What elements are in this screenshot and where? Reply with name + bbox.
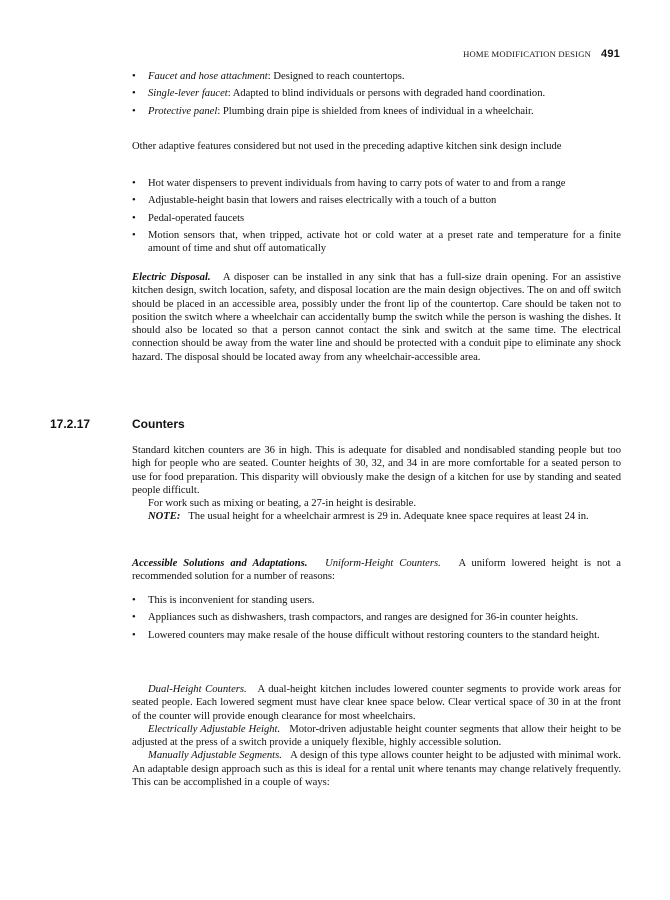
accessible-solutions-heading: Accessible Solutions and Adaptations. <box>132 558 308 569</box>
accessible-solutions-paragraph: Accessible Solutions and Adaptations. Uniform-Height Counters. A uniform lowered height is not a recommended solution for a number of reasons: <box>132 558 621 583</box>
section-title: Counters <box>132 417 185 431</box>
list-item: • Hot water dispensers to prevent individuals from having to carry pots of water to and from a range <box>132 178 566 189</box>
electric-adjustable-heading: Electrically Adjustable Height. <box>148 723 281 735</box>
dual-height-heading: Dual-Height Counters. <box>148 684 247 695</box>
section-heading <box>50 418 185 431</box>
counter-types-paragraphs: Dual-Height Counters. A dual-height kitchen includes lowered counter segments to provide work areas for seated people. Each lowered segment must have clear knee space below. Clear vertical space of 30 in at the front of the counter will provide enough clearance for most wheelchairs. Electrically Adjustable Height. Motor-driven adjustable height counter segments that allow their height to be adjusted at the press of a switch provide a uniquely flexible, highly accessible solution. Manually Adjustable Segments. A design of this type allows counter height to be adjusted with minimal work. An adaptable design approach such as this is ideal for a rental unit where tenants may change relatively frequently. This can be accomplished in a couple of ways: <box>132 684 621 789</box>
electric-disposal-heading: Electric Disposal. <box>132 272 211 283</box>
electric-disposal-paragraph: Electric Disposal. A disposer can be installed in any sink that has a full-size drain opening. For an assistive kitchen design, switch location, safety, and disposal location are the main design objectives. The on and off switch should be placed in an accessible area, possibly under the front lip of the countertop. Care should be taken not to position the switch where a wheelchair can accidentally bump the switch while the person is washing the dishes. It should also be located so that a person cannot contact the sink and switch at the same time. The electrical connection should be away from the water line and should be protected with a conduit pipe to eliminate any shock hazard. The disposal should be located away from any wheelchair-accessible area. <box>132 272 621 363</box>
counters-intro: Standard kitchen counters are 36 in high. This is adequate for disabled and nondisabled standing people but too high for people who are seated. Counter heights of 30, 32, and 34 in are more comfortable for a seated person to use for food preparation. This disparity will obviously make the design of a kitchen for use by standing and seated people difficult. For work such as mixing or beating, a 27-in height is desirable. NOTE: The usual height for a wheelchair armrest is 29 in. Adequate knee space requires at least 24 in. <box>132 445 621 523</box>
list-item: • Faucet and hose attachment: Designed to reach countertops. <box>132 71 405 82</box>
section-number: 17.2.17 <box>50 417 91 431</box>
running-title: HOME MODIFICATION DESIGN <box>463 49 592 59</box>
list-item: • Protective panel: Plumbing drain pipe is shielded from knees of individual in a wheelchair. <box>132 105 534 117</box>
list-item: • Lowered counters may make resale of the house difficult without restoring counters to the standard height. <box>132 629 600 641</box>
note-label: NOTE: <box>148 511 181 523</box>
list-item: • Appliances such as dishwashers, trash compactors, and ranges are designed for 36-in counter heights. <box>132 612 579 624</box>
other-features-intro: Other adaptive features considered but not used in the preceding adaptive kitchen sink design include <box>132 141 562 152</box>
other-features-list <box>132 177 621 259</box>
manual-adjustable-heading: Manually Adjustable Segments. <box>148 750 282 762</box>
list-item: • Motion sensors that, when tripped, activate hot or cold water at a preset rate and temperature for a finite amount of time and shut off automatically <box>132 229 621 255</box>
list-item: • Single-lever faucet: Adapted to blind individuals or persons with degraded hand coordination. <box>132 88 546 100</box>
running-header <box>463 48 620 61</box>
uniform-height-reasons <box>132 594 621 646</box>
sink-features-list <box>132 70 621 122</box>
page-number: 491 <box>601 48 620 60</box>
list-item: • Adjustable-height basin that lowers and raises electrically with a touch of a button <box>132 195 497 207</box>
list-item: • This is inconvenient for standing users. <box>132 595 315 606</box>
list-item: • Pedal-operated faucets <box>132 212 245 224</box>
